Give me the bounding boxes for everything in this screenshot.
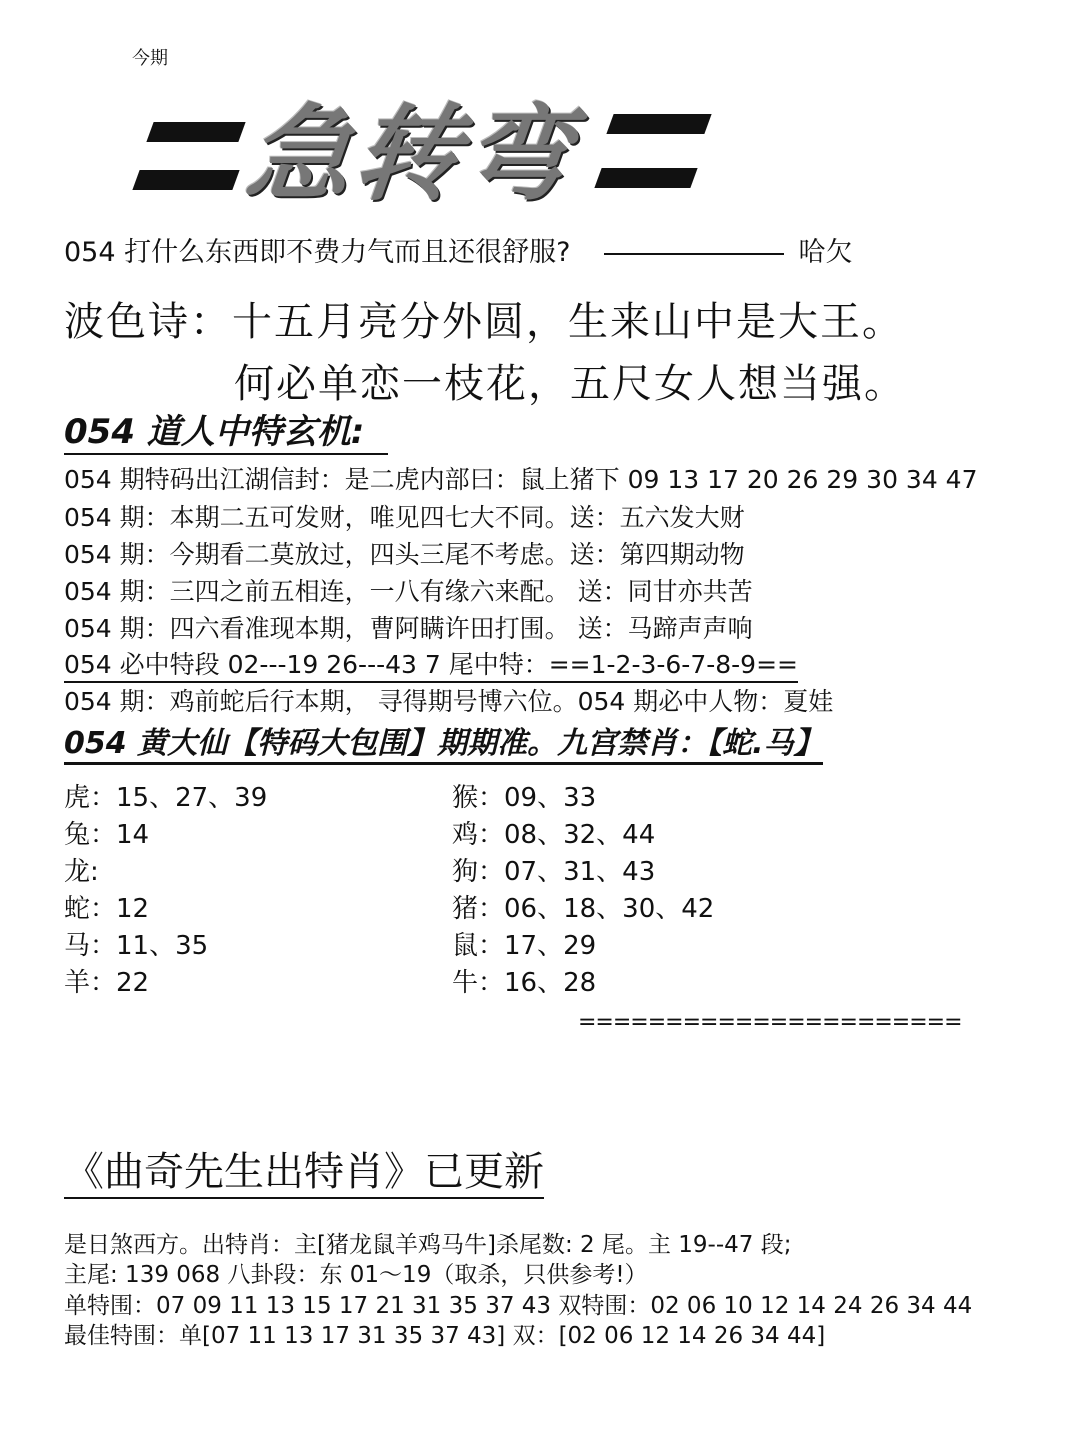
zodiac-left: 虎：15、27、39 xyxy=(64,783,268,813)
zodiac-right: 鸡：08、32、44 xyxy=(452,820,656,850)
zodiac-left: 马：11、35 xyxy=(64,931,209,961)
title-char-2: 转 xyxy=(348,92,466,215)
zodiac-right: 鼠：17、29 xyxy=(452,931,597,961)
section1-line: 054 期：三四之前五相连，一八有缘六来配。 送：同甘亦共苦 xyxy=(64,577,753,606)
title-char-1: 急 xyxy=(240,92,358,215)
poem-line-1: 波色诗：十五月亮分外圆，生来山中是大王。 xyxy=(64,299,904,345)
top-small-label: 今期 xyxy=(132,48,168,69)
section2-heading: 054 黄大仙【特码大包围】期期准。九宫禁肖：【蛇.马】 xyxy=(64,718,823,765)
right-bar-bottom xyxy=(594,168,697,188)
separator-line: ====================== xyxy=(578,1010,962,1035)
zodiac-left: 兔：14 xyxy=(64,820,150,850)
section1-line: 054 期：鸡前蛇后行本期， 寻得期号博六位。054 期必中人物：夏娃 xyxy=(64,687,834,716)
section3-line: 单特围：07 09 11 13 15 17 21 31 35 37 43 双特围：02 06 10 12 14 24 26 34 44 xyxy=(64,1293,973,1319)
section3-line: 是日煞西方。出特肖：主[猪龙鼠羊鸡马牛]杀尾数: 2 尾。主 19--47 段; xyxy=(64,1232,792,1258)
section3-heading: 《曲奇先生出特肖》已更新 xyxy=(64,1140,544,1199)
zodiac-right: 狗：07、31、43 xyxy=(452,857,656,887)
riddle-question: 054 打什么东西即不费力气而且还很舒服? xyxy=(64,237,571,268)
section1-line: 054 期：今期看二莫放过，四头三尾不考虑。送：第四期动物 xyxy=(64,540,745,569)
section3-line: 主尾: 139 068 八卦段：东 01～19（取杀，只供参考!） xyxy=(64,1262,648,1288)
section1-line: 054 期特码出江湖信封：是二虎内部曰：鼠上猪下 09 13 17 20 26 29 30 34 47 xyxy=(64,465,978,494)
riddle xyxy=(64,230,852,269)
riddle-dash xyxy=(604,253,784,255)
left-bar-top xyxy=(146,122,245,142)
section1-heading: 054 道人中特玄机: xyxy=(64,404,388,455)
zodiac-left: 羊：22 xyxy=(64,968,150,998)
zodiac-right: 牛：16、28 xyxy=(452,968,597,998)
zodiac-right: 猪：06、18、30、42 xyxy=(452,894,715,924)
riddle-answer: 哈欠 xyxy=(798,237,853,268)
section3-line: 最佳特围：单[07 11 13 17 31 35 37 43] 双：[02 06 12 14 26 34 44] xyxy=(64,1323,826,1349)
zodiac-right: 猴：09、33 xyxy=(452,783,597,813)
section1-line: 054 必中特段 02---19 26---43 7 尾中特：==1-2-3-6-7-8-9== xyxy=(64,645,798,683)
section1-line: 054 期：四六看准现本期，曹阿瞒许田打围。 送：马蹄声声响 xyxy=(64,614,753,643)
section1-line: 054 期：本期二五可发财，唯见四七大不同。送：五六发大财 xyxy=(64,503,745,532)
left-bar-bottom xyxy=(132,170,239,190)
title-char-3: 弯 xyxy=(458,92,576,215)
poem-line-2: 何必单恋一枝花，五尺女人想当强。 xyxy=(234,361,906,407)
zodiac-left: 蛇：12 xyxy=(64,894,150,924)
right-bar-top xyxy=(606,114,711,134)
zodiac-left: 龙: xyxy=(64,857,99,887)
